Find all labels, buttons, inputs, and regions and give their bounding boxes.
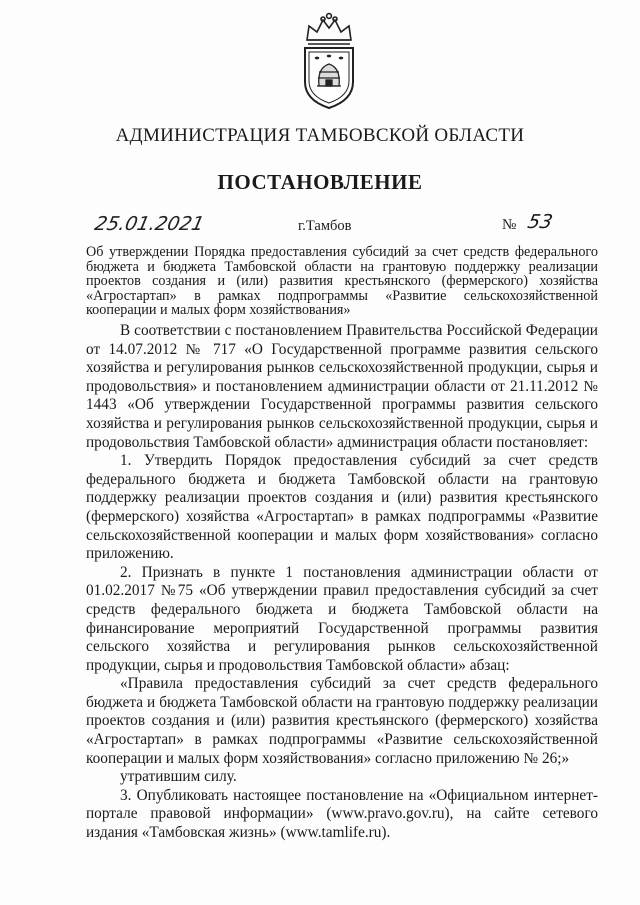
paragraph-item-2: 2. Признать в пункте 1 постановления администрации области от 01.02.2017 №75 «Об утверждении правил предоставления субсидий за счет средств федерального бюджета и бюджета Тамбовской области на финансирование мероприятий Государственной программы развития сельского хозяйства и регулирования рынков сельскохозяйственной продукции, сырья и продовольствия Тамбовской области» абзац:: [86, 563, 598, 674]
document-body: [86, 322, 598, 843]
handwritten-number: 53: [525, 211, 555, 233]
paragraph-item-3: 3. Опубликовать настоящее постановление на «Официальном интернет-портале правовой информации» (www.pravo.gov.ru), на сайте сетевого издания «Тамбовская жизнь» (www.tamlife.ru).: [86, 786, 598, 842]
paragraph-item-1: 1. Утвердить Порядок предоставления субсидий за счет средств федерального бюджета и бюджета Тамбовской области на грантовую поддержку реализации проектов создания и (или) развития крестьянского (фермерского) хозяйства «Агростартап» в рамках подпрограммы «Развитие сельскохозяйственной кооперации и малых форм хозяйствования» согласно приложению.: [86, 452, 598, 563]
paragraph-preamble: В соответствии с постановлением Правительства Российской Федерации от 14.07.2012 № 717 «О Государственной программе развития сельского хозяйства и регулирования рынков сельскохозяйственной продукции, сырья и продовольствия» и постановлением администрации области от 21.11.2012 № 1443 «Об утверждении Государственной программы развития сельского хозяйства и регулирования рынков сельскохозяйственной продукции, сырья и продовольствия Тамбовской области» администрация области постановляет:: [86, 322, 598, 451]
document-title: Об утверждении Порядка предоставления субсидий за счет средств федерального бюджета и бюджета Тамбовской области на грантовую поддержку реализации проектов создания и (или) развития крестьянского (фермерского) хозяйства «Агростартап» в рамках подпрограммы «Развитие сельскохозяйственной кооперации и малых форм хозяйствования»: [86, 244, 598, 319]
paragraph-void: утратившим силу.: [120, 768, 237, 786]
handwritten-date: 25.01.2021: [92, 213, 207, 235]
coat-of-arms-emblem-icon: [295, 10, 363, 110]
document-type: ПОСТАНОВЛЕНИЕ: [217, 170, 423, 194]
number-label: №: [502, 217, 517, 233]
paragraph-quoted-rule: «Правила предоставления субсидий за счет средств федерального бюджета и бюджета Тамбовской области на грантовую поддержку реализации проектов создания и (или) развития крестьянского (фермерского) хозяйства «Агростартап» в рамках подпрограммы «Развитие сельскохозяйственной кооперации и малых форм хозяйствования» согласно приложению № 26;»: [86, 675, 598, 767]
organization-name: АДМИНИСТРАЦИЯ ТАМБОВСКОЙ ОБЛАСТИ: [115, 125, 525, 146]
city-label: г.Тамбов: [298, 218, 352, 234]
